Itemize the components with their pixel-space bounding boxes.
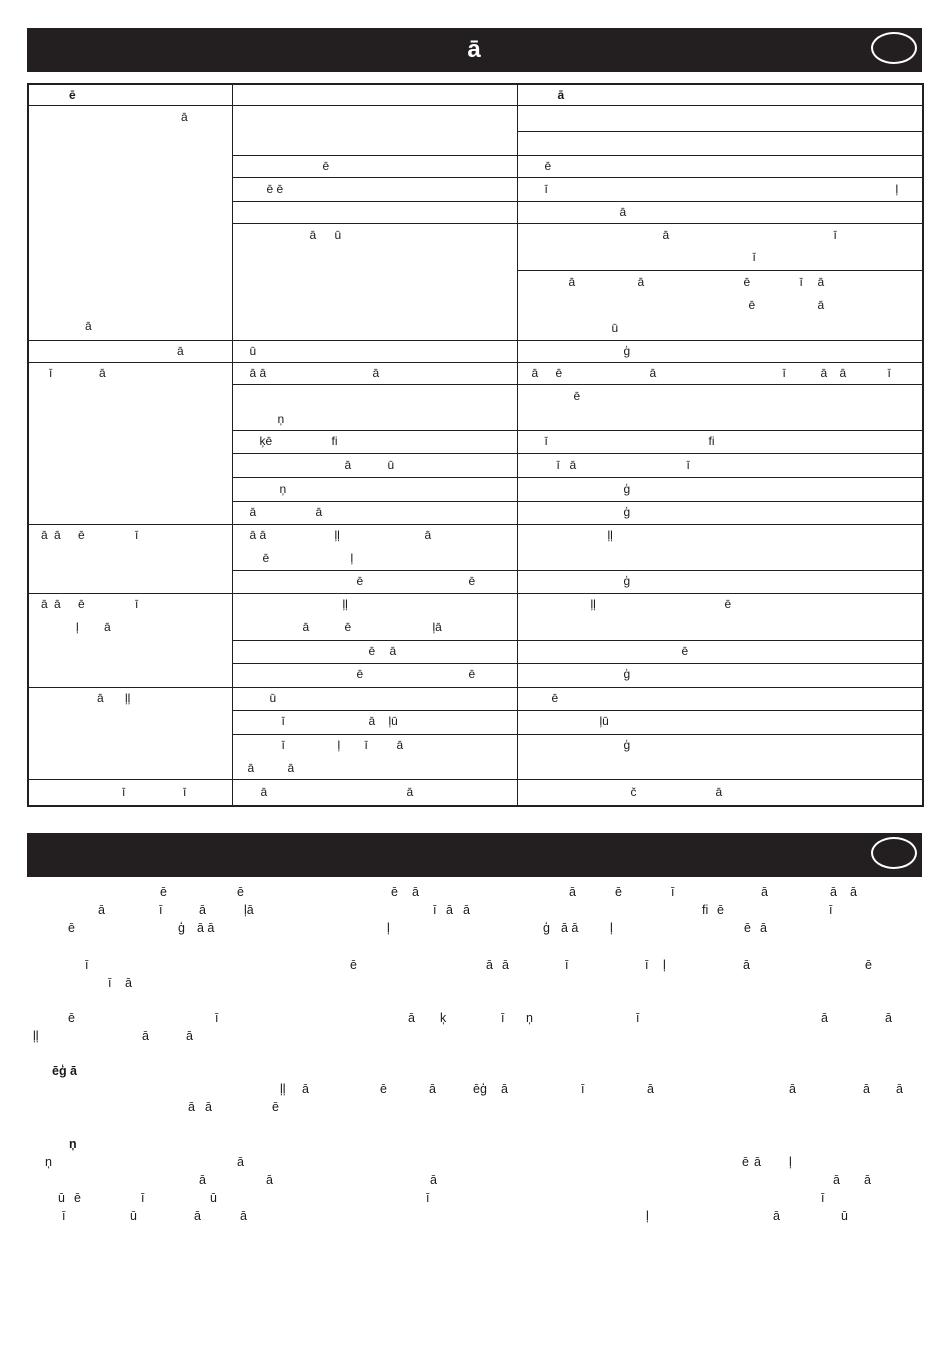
body-text: ī bbox=[671, 885, 675, 899]
table-cell: ļ bbox=[337, 738, 341, 753]
body-text: ī bbox=[433, 903, 437, 917]
table-row bbox=[28, 688, 923, 711]
table-cell: ņ bbox=[279, 482, 287, 497]
table-cell: ā bbox=[54, 597, 61, 612]
table-cell: ģ bbox=[623, 574, 631, 589]
table-cell: ā bbox=[715, 785, 723, 800]
table-cell: ē bbox=[78, 597, 85, 612]
table-cell: ī bbox=[122, 785, 126, 800]
table-cell: ģ bbox=[623, 667, 631, 682]
table-cell: ā bbox=[302, 620, 310, 635]
table-cell: ā bbox=[568, 275, 576, 290]
body-text: ā bbox=[569, 885, 576, 899]
table-cell: ā bbox=[662, 228, 670, 243]
body-text: ļ bbox=[610, 921, 613, 935]
body-text: ā bbox=[864, 1173, 871, 1187]
table-cell: ā bbox=[41, 528, 48, 543]
body-text: ā bbox=[199, 1173, 206, 1187]
paragraph-3 bbox=[27, 1011, 922, 1047]
body-text: ņ bbox=[45, 1155, 52, 1169]
body-text: ļļ bbox=[280, 1082, 286, 1096]
body-text: ī bbox=[501, 1011, 505, 1025]
body-text: ā ā bbox=[561, 921, 579, 935]
table-row bbox=[28, 363, 923, 385]
body-text: ī bbox=[426, 1191, 430, 1205]
table-cell: ļū bbox=[388, 714, 398, 729]
table-cell: ā bbox=[260, 785, 268, 800]
table-cell: ā bbox=[817, 298, 825, 313]
body-text: ī bbox=[636, 1011, 640, 1025]
table-cell: ā bbox=[181, 110, 188, 124]
body-text: ā bbox=[430, 1173, 437, 1187]
table-row bbox=[28, 594, 923, 641]
body-text: ī bbox=[62, 1209, 66, 1223]
table-cell: fi bbox=[331, 434, 338, 449]
body-text: ā bbox=[647, 1082, 654, 1096]
table-cell: ī bbox=[364, 738, 368, 753]
body-text: ē bbox=[74, 1191, 81, 1205]
language-badge-2 bbox=[871, 837, 917, 869]
table-cell: ī bbox=[887, 366, 891, 381]
table-cell: ē bbox=[356, 667, 364, 682]
table-cell: ļļ bbox=[334, 528, 340, 543]
table-cell: ā bbox=[54, 528, 61, 543]
table-cell: ā ā bbox=[249, 528, 267, 543]
table-cell: ā bbox=[309, 228, 317, 243]
paragraph-1 bbox=[27, 885, 922, 941]
table-cell: ļā bbox=[432, 620, 442, 635]
table-cell: ū bbox=[611, 321, 619, 336]
table-cell: ģ bbox=[623, 482, 631, 497]
body-text: ū bbox=[58, 1191, 65, 1205]
table-cell: ļ bbox=[350, 551, 354, 566]
body-text: ī bbox=[141, 1191, 145, 1205]
body-text: ļ bbox=[387, 921, 390, 935]
table-cell: ā bbox=[287, 761, 295, 776]
table-cell: ļļ bbox=[607, 528, 613, 543]
table-cell: ā bbox=[619, 205, 627, 220]
body-text: ģ bbox=[178, 921, 185, 935]
body-text: ī bbox=[85, 958, 89, 972]
table-header-row bbox=[28, 84, 923, 106]
body-text: ā bbox=[830, 885, 837, 899]
body-text: ā bbox=[754, 1155, 761, 1169]
table-cell: ē bbox=[468, 574, 476, 589]
body-text: ē bbox=[744, 921, 751, 935]
body-text: ā bbox=[205, 1100, 212, 1114]
table-cell: ļļ bbox=[342, 597, 348, 612]
body-text: ē bbox=[68, 921, 75, 935]
subheading-4: ēģ ā bbox=[52, 1064, 78, 1078]
body-text: ē bbox=[380, 1082, 387, 1096]
table-cell: ļļ bbox=[590, 597, 596, 612]
table-cell: ē bbox=[344, 620, 352, 635]
table-cell: ģ bbox=[623, 738, 631, 753]
body-text: ū bbox=[841, 1209, 848, 1223]
body-text: ā bbox=[429, 1082, 436, 1096]
body-text: ā bbox=[502, 958, 509, 972]
table-cell: ī bbox=[799, 275, 803, 290]
table-cell: ā bbox=[315, 505, 323, 520]
body-text: ā bbox=[821, 1011, 828, 1025]
table-cell: ā bbox=[177, 344, 184, 359]
body-text: ā bbox=[142, 1029, 149, 1043]
body-text: ā bbox=[125, 976, 132, 990]
body-text: ā ā bbox=[197, 921, 215, 935]
body-text: ā bbox=[743, 958, 750, 972]
table-cell: ā bbox=[372, 366, 380, 381]
body-text: ā bbox=[237, 1155, 244, 1169]
table-cell: ē bbox=[356, 574, 364, 589]
table-cell: ī bbox=[833, 228, 837, 243]
section-header-bar-2 bbox=[27, 833, 922, 877]
subheading-5: ņ bbox=[69, 1137, 77, 1151]
table-cell: ā bbox=[368, 714, 376, 729]
body-text: ā bbox=[773, 1209, 780, 1223]
body-text: ū bbox=[130, 1209, 137, 1223]
table-cell: ģ bbox=[623, 505, 631, 520]
table-cell: ā bbox=[649, 366, 657, 381]
body-text: ē bbox=[717, 903, 724, 917]
table-cell: ā bbox=[637, 275, 645, 290]
table-cell: ā bbox=[41, 597, 48, 612]
body-text: ē bbox=[272, 1100, 279, 1114]
body-text: ē bbox=[160, 885, 167, 899]
table-cell: ā bbox=[817, 275, 825, 290]
body-text: ā bbox=[408, 1011, 415, 1025]
table-cell: ē bbox=[78, 528, 85, 543]
table-cell: ā bbox=[104, 620, 111, 635]
body-text: ā bbox=[789, 1082, 796, 1096]
table-cell: ā bbox=[247, 761, 255, 776]
table-cell: ē bbox=[724, 597, 732, 612]
section-header-bar-1 bbox=[27, 28, 922, 72]
body-text: ģ bbox=[543, 921, 550, 935]
body-text: ē bbox=[237, 885, 244, 899]
table-cell: ā bbox=[344, 458, 352, 473]
body-text: ā bbox=[186, 1029, 193, 1043]
body-text: ī bbox=[821, 1191, 825, 1205]
table-cell: ā bbox=[839, 366, 847, 381]
table-cell: č bbox=[630, 785, 637, 800]
table-cell: ē bbox=[322, 159, 330, 174]
body-text: ē bbox=[68, 1011, 75, 1025]
body-text: ļ bbox=[663, 958, 666, 972]
table-cell: ļļ bbox=[125, 691, 131, 706]
table-cell: ē bbox=[555, 366, 563, 381]
table-cell: ļ bbox=[895, 182, 899, 197]
body-text: fi bbox=[702, 903, 709, 917]
body-text: ī bbox=[829, 903, 833, 917]
table-cell: ņ bbox=[277, 412, 285, 427]
body-text: ā bbox=[896, 1082, 903, 1096]
body-text: ā bbox=[240, 1209, 247, 1223]
body-text: ā bbox=[194, 1209, 201, 1223]
body-text: ē bbox=[742, 1155, 749, 1169]
body-text: ē bbox=[391, 885, 398, 899]
table-cell: ī bbox=[183, 785, 187, 800]
body-text: ķ bbox=[440, 1011, 447, 1025]
table-cell: ē bbox=[544, 159, 552, 174]
paragraph-4 bbox=[27, 1064, 922, 1118]
table-cell: ī bbox=[281, 714, 285, 729]
body-text: ļ bbox=[789, 1155, 792, 1169]
body-text: ī bbox=[565, 958, 569, 972]
header-cell: ē bbox=[69, 88, 76, 102]
table-cell: ģ bbox=[623, 344, 631, 359]
body-text: ā bbox=[98, 903, 105, 917]
body-text: ū bbox=[210, 1191, 217, 1205]
table-cell: ā bbox=[389, 644, 397, 659]
table-cell: ī bbox=[544, 182, 548, 197]
table-cell: ū bbox=[269, 691, 277, 706]
table-cell: ā bbox=[424, 528, 432, 543]
body-text: ļļ bbox=[33, 1029, 39, 1043]
body-text: ļ bbox=[646, 1209, 649, 1223]
body-text: ī bbox=[159, 903, 163, 917]
body-text: ī bbox=[581, 1082, 585, 1096]
table-cell: ā bbox=[820, 366, 828, 381]
language-badge-1 bbox=[871, 32, 917, 64]
body-text: ļā bbox=[244, 903, 254, 917]
table-cell: ū bbox=[334, 228, 342, 243]
table-cell: ē bbox=[743, 275, 751, 290]
table-cell: ā bbox=[569, 458, 577, 473]
table-cell: ī bbox=[281, 738, 285, 753]
table-cell: ī bbox=[135, 528, 139, 543]
body-text: ā bbox=[760, 921, 767, 935]
table-cell: ā bbox=[97, 691, 104, 706]
table-cell: ļū bbox=[599, 714, 609, 729]
table-cell: ē ē bbox=[266, 182, 284, 197]
table-cell: ķē bbox=[259, 434, 273, 449]
table-cell: ī bbox=[686, 458, 690, 473]
table-cell: ē bbox=[262, 551, 270, 566]
table-row bbox=[28, 341, 923, 363]
body-text: ņ bbox=[526, 1011, 533, 1025]
table-cell: ē bbox=[681, 644, 689, 659]
body-text: ā bbox=[486, 958, 493, 972]
body-text: ī bbox=[215, 1011, 219, 1025]
table-cell: ē bbox=[573, 389, 581, 404]
body-text: ēģ bbox=[473, 1082, 487, 1096]
body-text: ē bbox=[865, 958, 872, 972]
body-text: ā bbox=[850, 885, 857, 899]
table-cell: ī bbox=[752, 250, 756, 265]
section-title-1: ā bbox=[467, 36, 482, 63]
body-text: ī bbox=[645, 958, 649, 972]
table-cell: ū bbox=[387, 458, 395, 473]
body-text: ā bbox=[188, 1100, 195, 1114]
body-text: ī bbox=[108, 976, 112, 990]
table-cell: ē bbox=[551, 691, 559, 706]
body-text: ē bbox=[350, 958, 357, 972]
table-cell: ā bbox=[99, 366, 106, 381]
body-text: ā bbox=[302, 1082, 309, 1096]
table-cell: ā ā bbox=[249, 366, 267, 381]
table-cell: ā bbox=[85, 319, 92, 333]
body-text: ā bbox=[885, 1011, 892, 1025]
body-text: ā bbox=[446, 903, 453, 917]
table-cell: ī bbox=[782, 366, 786, 381]
body-text: ā bbox=[761, 885, 768, 899]
table-cell: ē bbox=[468, 667, 476, 682]
troubleshooting-table bbox=[27, 83, 924, 807]
header-cell: ā bbox=[557, 88, 565, 102]
table-cell: ā bbox=[249, 505, 257, 520]
table-cell: ī bbox=[544, 434, 548, 449]
body-text: ē bbox=[615, 885, 622, 899]
table-cell: fi bbox=[708, 434, 715, 449]
table-cell: ļ bbox=[76, 620, 79, 635]
table-row bbox=[28, 525, 923, 571]
paragraph-5 bbox=[27, 1137, 922, 1227]
table-cell: ā bbox=[531, 366, 539, 381]
table-cell: ī bbox=[135, 597, 139, 612]
paragraph-2 bbox=[27, 958, 922, 994]
body-text: ā bbox=[199, 903, 206, 917]
table-row bbox=[28, 106, 923, 156]
table-cell: ī bbox=[49, 366, 53, 381]
table-cell: ē bbox=[368, 644, 376, 659]
body-text: ā bbox=[463, 903, 470, 917]
body-text: ā bbox=[833, 1173, 840, 1187]
table-row bbox=[28, 780, 923, 806]
body-text: ā bbox=[501, 1082, 508, 1096]
table-cell: ā bbox=[406, 785, 414, 800]
body-text: ā bbox=[412, 885, 419, 899]
table-cell: ī bbox=[556, 458, 560, 473]
table-cell: ā bbox=[396, 738, 404, 753]
table-cell: ū bbox=[249, 344, 257, 359]
body-text: ā bbox=[266, 1173, 273, 1187]
body-text: ā bbox=[863, 1082, 870, 1096]
table-cell: ē bbox=[748, 298, 756, 313]
